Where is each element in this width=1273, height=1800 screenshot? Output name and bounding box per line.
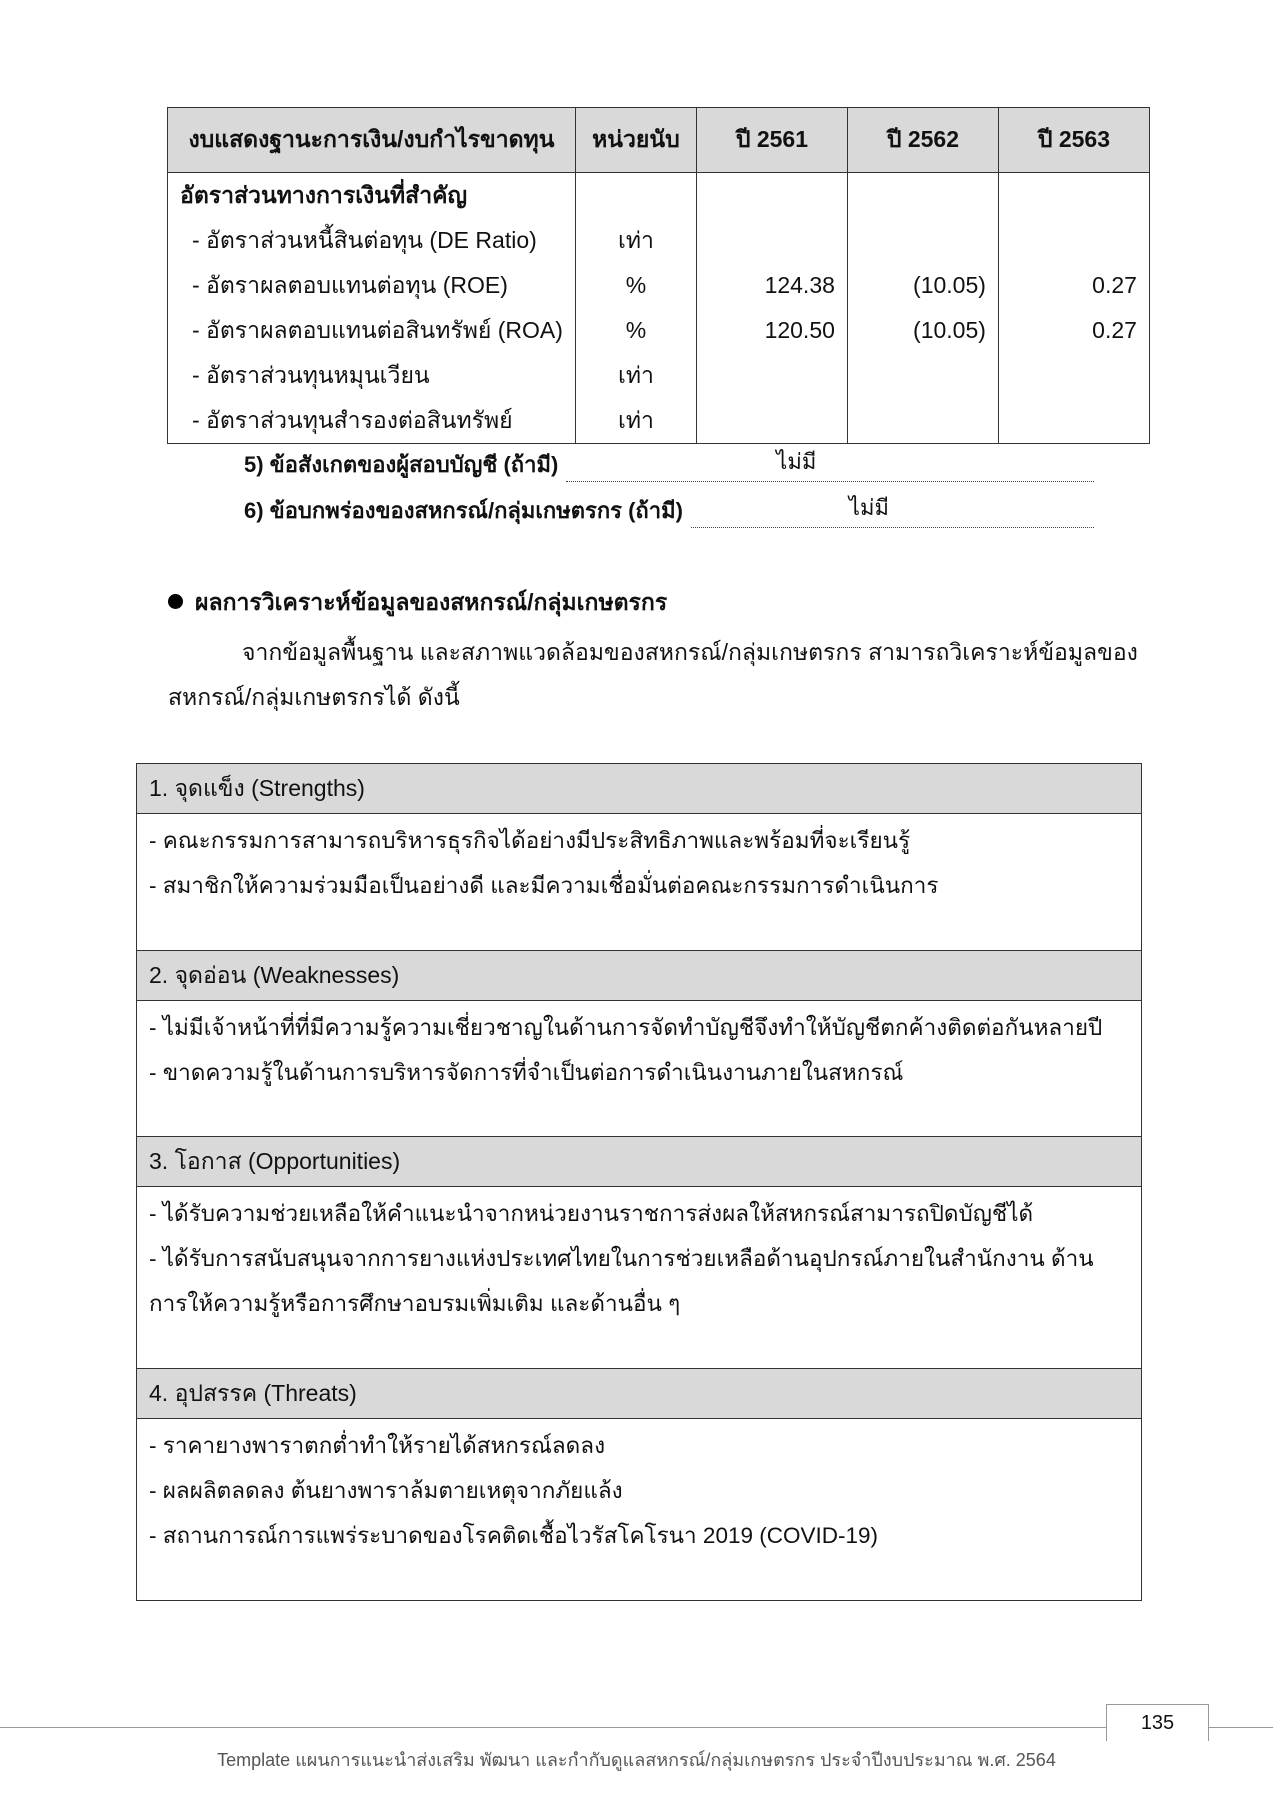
value-2563: 0.27 xyxy=(998,263,1149,308)
swot-section-title: 3. โอกาส (Opportunities) xyxy=(149,1147,401,1174)
section-title: อัตราส่วนทางการเงินที่สำคัญ xyxy=(168,173,576,219)
swot-weaknesses-header xyxy=(137,950,1141,1001)
table-row xyxy=(168,398,1150,444)
table-row xyxy=(168,308,1150,353)
table-row xyxy=(168,218,1150,263)
swot-threats-header xyxy=(137,1368,1141,1419)
auditor-note-label: 5) ข้อสังเกตของผู้สอบบัญชี (ถ้ามี) xyxy=(244,452,559,477)
footer-rule xyxy=(1207,1727,1273,1728)
value-2561 xyxy=(696,218,847,263)
dotted-leader xyxy=(691,495,1094,528)
footer-rule xyxy=(0,1727,1106,1728)
value-2562 xyxy=(847,398,998,444)
bullet-icon xyxy=(168,594,183,609)
value-2562 xyxy=(847,353,998,398)
list-item: - สมาชิกให้ความร่วมมือเป็นอย่างดี และมีความเชื่อมั่นต่อคณะกรรมการดำเนินการ xyxy=(149,873,939,898)
table-row xyxy=(168,263,1150,308)
swot-table xyxy=(136,763,1142,1601)
value-2563 xyxy=(998,353,1149,398)
auditor-note-value: ไม่มี xyxy=(776,449,817,474)
header-statement: งบแสดงฐานะการเงิน/งบกำไรขาดทุน xyxy=(168,108,576,173)
row-label: - อัตราผลตอบแทนต่อสินทรัพย์ (ROA) xyxy=(168,308,576,353)
swot-section-title: 1. จุดแข็ง (Strengths) xyxy=(149,774,365,801)
value-2561: 120.50 xyxy=(696,308,847,353)
list-item: - ขาดความรู้ในด้านการบริหารจัดการที่จำเป็นต่อการดำเนินงานภายในสหกรณ์ xyxy=(149,1060,904,1085)
swot-weaknesses-body xyxy=(137,1001,1141,1136)
analysis-paragraph-text: จากข้อมูลพื้นฐาน และสภาพแวดล้อมของสหกรณ์/กลุ่มเกษตรกร สามารถวิเคราะห์ข้อมูลของสหกรณ์/กลุ่มเกษตรกรได้ ดังนี้ xyxy=(168,639,1138,710)
header-2562: ปี 2562 xyxy=(847,108,998,173)
list-item: - สถานการณ์การแพร่ระบาดของโรคติดเชื้อไวรัสโคโรนา 2019 (COVID-19) xyxy=(149,1523,878,1548)
swot-section-title: 4. อุปสรรค (Threats) xyxy=(149,1379,357,1406)
list-item: - ไม่มีเจ้าหน้าที่ที่มีความรู้ความเชี่ยวชาญในด้านการจัดทำบัญชีจึงทำให้บัญชีตกค้างติดต่อกันหลายปี xyxy=(149,1015,1103,1040)
deficiency-note xyxy=(244,492,1094,528)
list-item: - ได้รับความช่วยเหลือให้คำแนะนำจากหน่วยงานราชการส่งผลให้สหกรณ์สามารถปิดบัญชีได้ xyxy=(149,1201,1034,1226)
list-item: - ได้รับการสนับสนุนจากการยางแห่งประเทศไทยในการช่วยเหลือด้านอุปกรณ์ภายในสำนักงาน ด้านการให้ความรู้หรือการศึกษาอบรมเพิ่มเติม และด้านอื่น ๆ xyxy=(149,1246,1094,1316)
deficiency-note-value: ไม่มี xyxy=(848,495,889,520)
list-item: - ผลผลิตลดลง ต้นยางพาราล้มตายเหตุจากภัยแล้ง xyxy=(149,1478,623,1503)
swot-threats-body xyxy=(137,1419,1141,1600)
swot-opportunities-body xyxy=(137,1187,1141,1368)
analysis-heading-text: ผลการวิเคราะห์ข้อมูลของสหกรณ์/กลุ่มเกษตรกร xyxy=(195,589,668,615)
row-unit: เท่า xyxy=(575,218,696,263)
value-2562: (10.05) xyxy=(847,308,998,353)
table-row xyxy=(168,353,1150,398)
row-unit: % xyxy=(575,308,696,353)
header-2561: ปี 2561 xyxy=(696,108,847,173)
value-2563 xyxy=(998,218,1149,263)
value-2561: 124.38 xyxy=(696,263,847,308)
value-2561 xyxy=(696,353,847,398)
auditor-note xyxy=(244,446,1094,482)
financial-ratio-table xyxy=(167,107,1150,444)
analysis-paragraph xyxy=(168,630,1140,720)
value-2563 xyxy=(998,398,1149,444)
swot-strengths-header xyxy=(137,763,1141,814)
table-header-row xyxy=(168,108,1150,173)
dotted-leader xyxy=(566,449,1094,482)
row-label: - อัตราส่วนหนี้สินต่อทุน (DE Ratio) xyxy=(168,218,576,263)
row-unit: เท่า xyxy=(575,353,696,398)
analysis-heading xyxy=(168,585,667,621)
row-label: - อัตราส่วนทุนสำรองต่อสินทรัพย์ xyxy=(168,398,576,444)
value-2561 xyxy=(696,398,847,444)
header-2563: ปี 2563 xyxy=(998,108,1149,173)
row-unit: % xyxy=(575,263,696,308)
page-footer: Template แผนการแนะนำส่งเสริม พัฒนา และกำกับดูแลสหกรณ์/กลุ่มเกษตรกร ประจำปีงบประมาณ พ.ศ. 2564 xyxy=(217,1750,1056,1770)
deficiency-note-label: 6) ข้อบกพร่องของสหกรณ์/กลุ่มเกษตรกร (ถ้ามี) xyxy=(244,498,683,523)
row-label: - อัตราผลตอบแทนต่อทุน (ROE) xyxy=(168,263,576,308)
swot-opportunities-header xyxy=(137,1136,1141,1187)
table-section-row xyxy=(168,173,1150,219)
value-2563: 0.27 xyxy=(998,308,1149,353)
row-unit: เท่า xyxy=(575,398,696,444)
header-unit: หน่วยนับ xyxy=(575,108,696,173)
row-label: - อัตราส่วนทุนหมุนเวียน xyxy=(168,353,576,398)
page-number: 135 xyxy=(1106,1704,1209,1741)
list-item: - คณะกรรมการสามารถบริหารธุรกิจได้อย่างมีประสิทธิภาพและพร้อมที่จะเรียนรู้ xyxy=(149,828,911,853)
value-2562 xyxy=(847,218,998,263)
swot-strengths-body xyxy=(137,814,1141,950)
swot-section-title: 2. จุดอ่อน (Weaknesses) xyxy=(149,961,400,988)
value-2562: (10.05) xyxy=(847,263,998,308)
list-item: - ราคายางพาราตกต่ำทำให้รายได้สหกรณ์ลดลง xyxy=(149,1433,606,1458)
